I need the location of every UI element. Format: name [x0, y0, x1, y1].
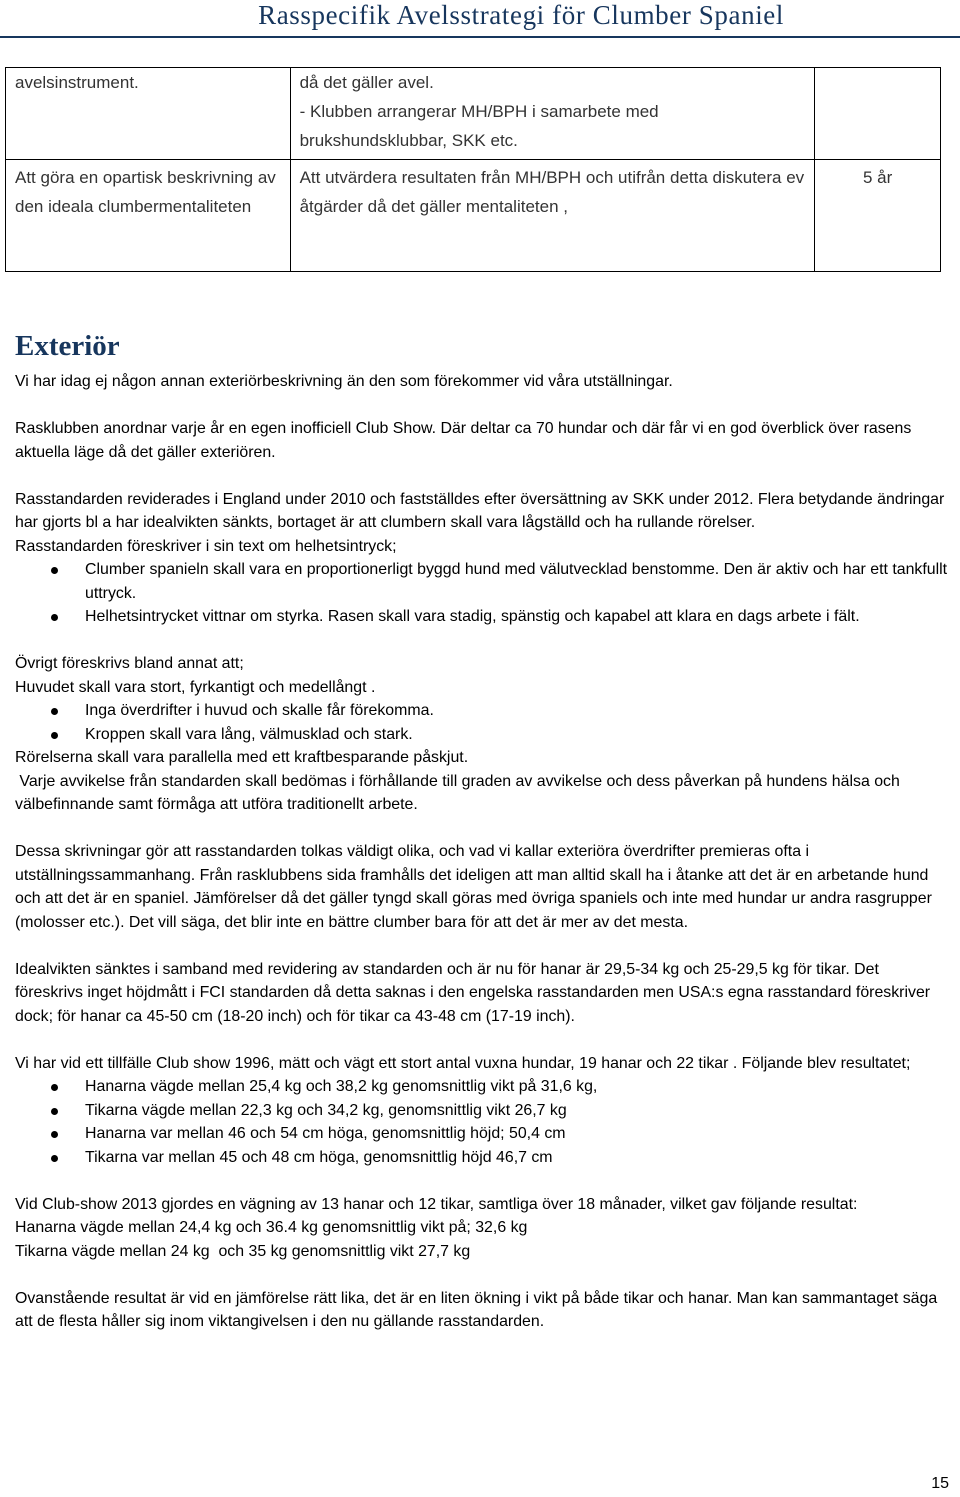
- table-cell: 5 år: [815, 160, 941, 272]
- paragraph: Ovanstående resultat är vid en jämförelse rätt lika, det är en liten ökning i vikt på både tikar och hanar. Man kan sammantaget säga att de flesta håller sig inom viktangivelsen i den nu gällande rasstandarden.: [15, 1289, 938, 1330]
- table-cell: Att göra en opartisk beskrivning av den ideala clumbermentaliteten: [6, 160, 291, 272]
- cell-line: då det gäller avel.: [299, 73, 434, 92]
- paragraph: Tikarna vägde mellan 24 kg och 35 kg genomsnittlig vikt 27,7 kg: [15, 1242, 471, 1260]
- document-header-title: Rasspecifik Avelsstrategi för Clumber Spaniel: [258, 0, 784, 30]
- list-item: Hanarna vägde mellan 25,4 kg och 38,2 kg genomsnittlig vikt på 31,6 kg,: [85, 1075, 950, 1099]
- paragraph: Rasklubben anordnar varje år en egen inofficiell Club Show. Där deltar ca 70 hundar och där får vi en god överblick över rasens aktuella läge då det gäller exteriören.: [15, 420, 912, 461]
- paragraph: Dessa skrivningar gör att rasstandarden tolkas väldigt olika, och vad vi kallar exteriöra överdrifter premieras ofta i utställningssammanhang. Från rasklubbens sida framhålls det ideligen att man alltid skall ha i åtanke att det är en arbetande hund och att det är en spaniel. Jämförelser då det gäller tyngd skall göras med övriga spaniels och inte med hundar ur andra rasgrupper (molosser etc.). Det vill säga, det blir inte en bättre clumber bara för att det är mer av det mesta.: [15, 843, 932, 931]
- list-item: Hanarna var mellan 46 och 54 cm höga, genomsnittlig höjd; 50,4 cm: [85, 1122, 950, 1146]
- page-number: 15: [931, 1475, 949, 1492]
- list-item: Tikarna var mellan 45 och 48 cm höga, genomsnittlig höjd 46,7 cm: [85, 1146, 950, 1170]
- paragraph: Rörelserna skall vara parallella med ett kraftbesparande påskjut.: [15, 749, 469, 766]
- paragraph: Vi har idag ej någon annan exteriörbeskrivning än den som förekommer vid våra utställningar.: [15, 373, 673, 390]
- table-row: [6, 160, 941, 272]
- paragraph: Varje avvikelse från standarden skall bedömas i förhållande till graden av avvikelse och dess påverkan på hundens hälsa och välbefinnande samt förmåga att utföra traditionellt arbete.: [15, 772, 905, 813]
- table-row: [6, 68, 941, 160]
- list-item: Helhetsintrycket vittnar om styrka. Rasen skall vara stadig, spänstig och kapabel att klara en dags arbete i fält.: [85, 605, 950, 629]
- cell-line: - Klubben arrangerar MH/BPH i samarbete med: [299, 102, 659, 121]
- paragraph: Rasstandarden reviderades i England under 2010 och fastställdes efter översättning av SKK under 2012. Flera betydande ändringar har gjorts bl a har idealvikten sänkts, bortaget är att clumbern skall vara lågställd och ha rullande rörelser.: [15, 490, 945, 531]
- paragraph: Vid Club-show 2013 gjordes en vägning av 13 hanar och 12 tikar, samtliga över 18 månader, vilket gav följande resultat:: [15, 1195, 858, 1213]
- paragraph: Huvudet skall vara stort, fyrkantigt och medellångt .: [15, 678, 376, 696]
- paragraph: Hanarna vägde mellan 24,4 kg och 36.4 kg genomsnittlig vikt på; 32,6 kg: [15, 1219, 528, 1236]
- bullet-list: [15, 558, 950, 629]
- paragraph: Vi har vid ett tillfälle Club show 1996, mätt och vägt ett stort antal vuxna hundar, 19 hanar och 22 tikar . Följande blev resultatet;: [15, 1054, 911, 1072]
- bullet-list: [15, 699, 950, 746]
- paragraph: Rasstandarden föreskriver i sin text om helhetsintryck;: [15, 537, 397, 555]
- paragraph: Idealvikten sänktes i samband med revidering av standarden och är nu för hanar är 29,5-34 kg och 25-29,5 kg för tikar. Det föreskrivs inget höjdmått i FCI standarden då detta saknas i den engelska rasstandarden men USA:s egna rasstandard föreskriver dock; för hanar ca 45-50 cm (18-20 inch) och för tikar ca 43-48 cm (17-19 inch).: [15, 960, 931, 1025]
- table-cell: [290, 68, 815, 160]
- table-cell: Att utvärdera resultaten från MH/BPH och utifrån detta diskutera ev åtgärder då det gäller mentaliteten ,: [290, 160, 815, 272]
- bullet-list: [15, 1075, 950, 1169]
- list-item: Inga överdrifter i huvud och skalle får förekomma.: [85, 699, 950, 723]
- strategy-table: [5, 67, 941, 272]
- cell-line: brukshundsklubbar, SKK etc.: [299, 131, 518, 150]
- main-content: [15, 328, 950, 1334]
- header-rule: [0, 36, 960, 38]
- section-heading: Exteriör: [15, 330, 120, 362]
- table-cell: avelsinstrument.: [6, 68, 291, 160]
- table-cell: [815, 68, 941, 160]
- list-item: Clumber spanieln skall vara en proportionerligt byggd hund med välutvecklad benstomme. Den är aktiv och har ett tankfullt uttryck.: [85, 558, 950, 605]
- paragraph: Övrigt föreskrivs bland annat att;: [15, 655, 244, 672]
- list-item: Tikarna vägde mellan 22,3 kg och 34,2 kg, genomsnittlig vikt 26,7 kg: [85, 1099, 950, 1123]
- list-item: Kroppen skall vara lång, välmusklad och stark.: [85, 723, 950, 747]
